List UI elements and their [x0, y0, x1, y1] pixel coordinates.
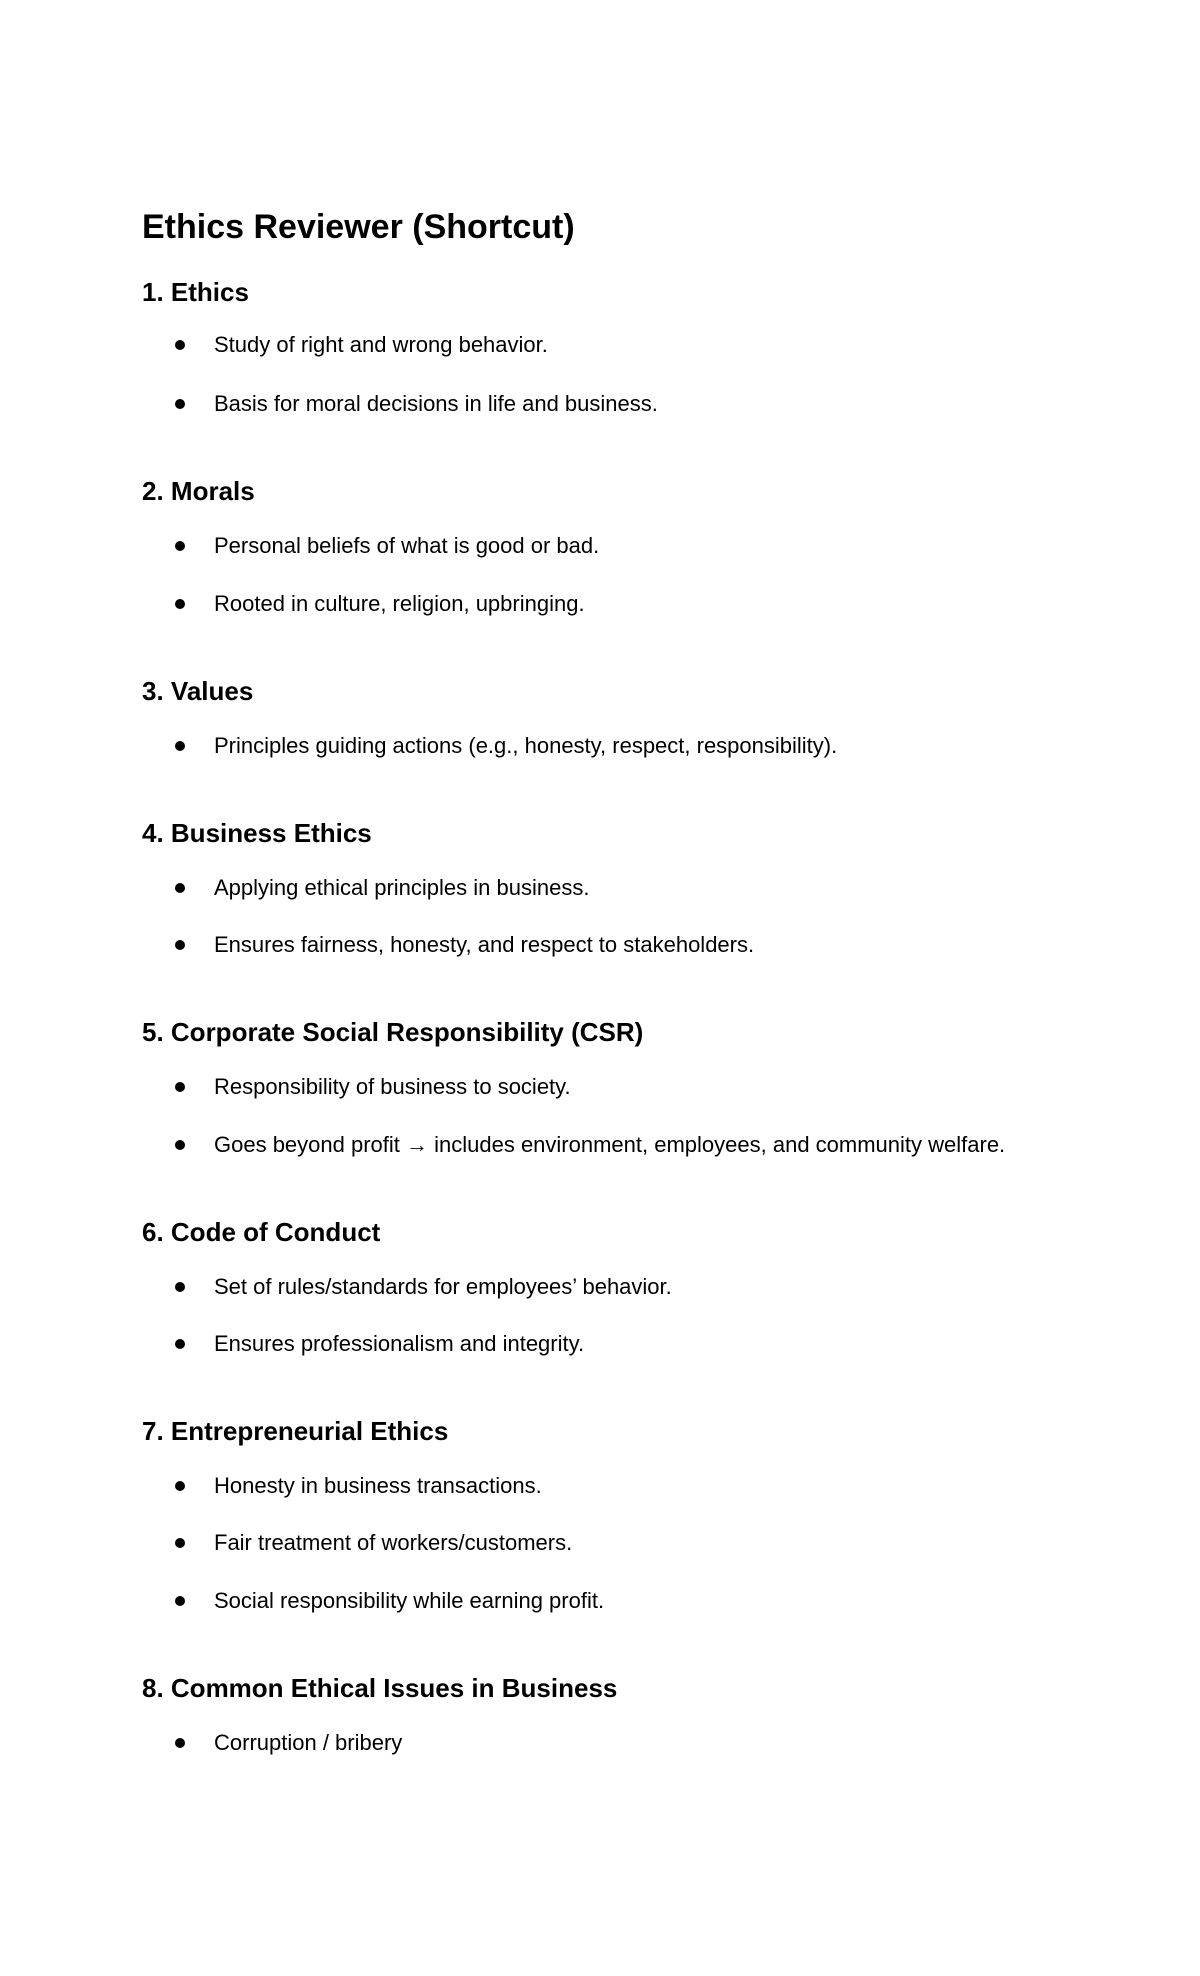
list-item — [175, 1586, 604, 1616]
list-item-text: Basis for moral decisions in life and business. — [214, 391, 658, 416]
section-heading-entrepreneurial-ethics: 7. Entrepreneurial Ethics — [142, 1416, 449, 1446]
list-item — [175, 589, 585, 619]
section-heading-csr: 5. Corporate Social Responsibility (CSR) — [142, 1017, 644, 1047]
list-item — [175, 873, 589, 903]
bullet-icon — [175, 541, 185, 551]
list-item-text: Applying ethical principles in business. — [214, 875, 590, 900]
bullet-icon — [175, 340, 185, 350]
list-item-text: Personal beliefs of what is good or bad. — [214, 533, 600, 558]
list-item — [175, 930, 754, 960]
list-item — [175, 1329, 584, 1359]
section-heading-values: 3. Values — [142, 676, 254, 706]
list-item — [175, 1528, 572, 1558]
bullet-icon — [175, 1082, 185, 1092]
bullet-icon — [175, 883, 185, 893]
list-item-text: Social responsibility while earning profit. — [214, 1588, 605, 1613]
bullet-icon — [175, 741, 185, 751]
bullet-icon — [175, 399, 185, 409]
bullet-icon — [175, 940, 185, 950]
list-item-text: Goes beyond profit → includes environment, employees, and community welfare. — [214, 1132, 1006, 1157]
list-item — [175, 1471, 542, 1501]
list-item — [175, 1130, 1005, 1160]
bullet-icon — [175, 1596, 185, 1606]
bullet-icon — [175, 1339, 185, 1349]
list-item-text: Rooted in culture, religion, upbringing. — [214, 591, 585, 616]
document-title: Ethics Reviewer (Shortcut) — [142, 208, 575, 246]
bullet-icon — [175, 1282, 185, 1292]
list-item-text: Fair treatment of workers/customers. — [214, 1530, 573, 1555]
list-item-text: Corruption / bribery — [214, 1730, 403, 1755]
section-heading-morals: 2. Morals — [142, 476, 255, 506]
section-heading-common-ethical-issues: 8. Common Ethical Issues in Business — [142, 1673, 618, 1703]
list-item-text: Set of rules/standards for employees’ behavior. — [214, 1274, 672, 1299]
list-item — [175, 531, 599, 561]
bullet-icon — [175, 1538, 185, 1548]
list-item — [175, 330, 548, 360]
list-item-text: Principles guiding actions (e.g., honesty, respect, responsibility). — [214, 733, 838, 758]
bullet-icon — [175, 1481, 185, 1491]
list-item — [175, 1072, 571, 1102]
section-heading-ethics: 1. Ethics — [142, 277, 249, 307]
list-item-text: Responsibility of business to society. — [214, 1074, 571, 1099]
bullet-icon — [175, 599, 185, 609]
bullet-icon — [175, 1140, 185, 1150]
list-item — [175, 731, 837, 761]
list-item-text: Ensures fairness, honesty, and respect to stakeholders. — [214, 932, 755, 957]
list-item-text: Study of right and wrong behavior. — [214, 332, 548, 357]
list-item-text: Ensures professionalism and integrity. — [214, 1331, 585, 1356]
list-item — [175, 1272, 672, 1302]
bullet-icon — [175, 1738, 185, 1748]
section-heading-business-ethics: 4. Business Ethics — [142, 818, 372, 848]
list-item — [175, 1728, 402, 1758]
list-item — [175, 389, 658, 419]
section-heading-code-of-conduct: 6. Code of Conduct — [142, 1217, 381, 1247]
list-item-text: Honesty in business transactions. — [214, 1473, 542, 1498]
